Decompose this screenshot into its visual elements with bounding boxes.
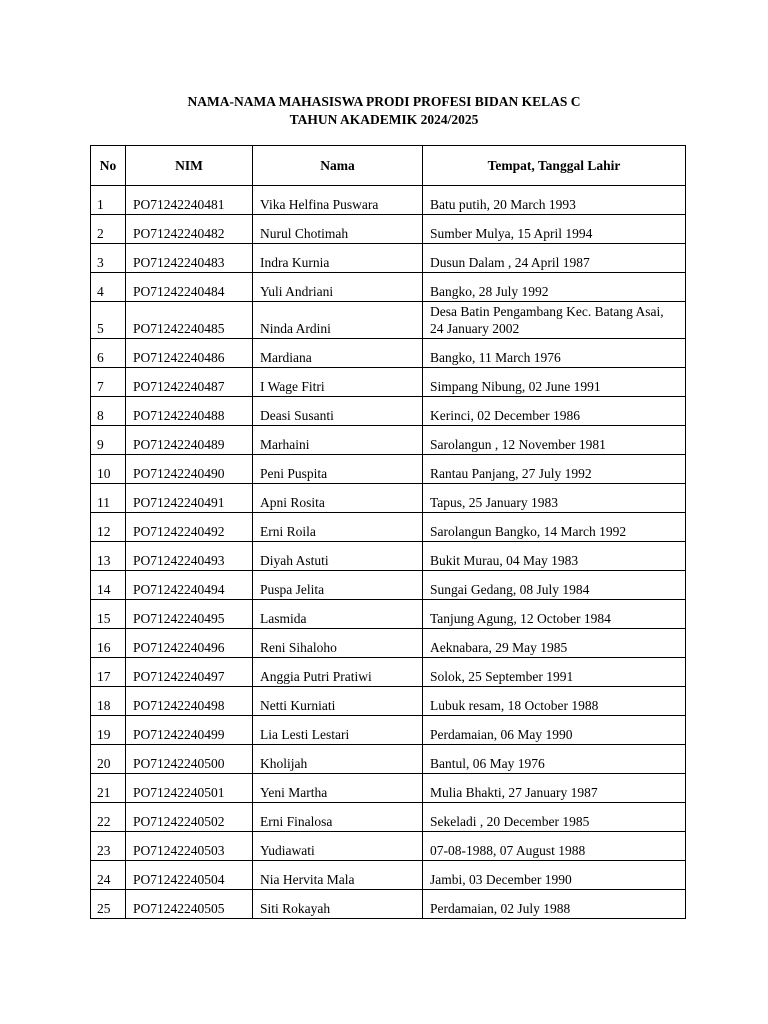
cell-nim: PO71242240504 [126,861,253,890]
cell-nim: PO71242240494 [126,571,253,600]
header-no: No [91,146,126,186]
cell-nama: I Wage Fitri [253,368,423,397]
cell-no: 19 [91,716,126,745]
table-row [91,397,686,426]
cell-tempat-tanggal-lahir: Dusun Dalam , 24 April 1987 [423,244,686,273]
cell-no: 13 [91,542,126,571]
cell-no: 5 [91,302,126,339]
table-row [91,745,686,774]
cell-nim: PO71242240481 [126,186,253,215]
cell-nim: PO71242240492 [126,513,253,542]
cell-tempat-tanggal-lahir: Solok, 25 September 1991 [423,658,686,687]
table-row [91,658,686,687]
cell-tempat-tanggal-lahir: Jambi, 03 December 1990 [423,861,686,890]
cell-no: 12 [91,513,126,542]
cell-nim: PO71242240485 [126,302,253,339]
cell-nama: Yuli Andriani [253,273,423,302]
cell-nim: PO71242240490 [126,455,253,484]
cell-nim: PO71242240487 [126,368,253,397]
cell-nim: PO71242240505 [126,890,253,919]
cell-no: 22 [91,803,126,832]
cell-nama: Lasmida [253,600,423,629]
cell-nama: Erni Roila [253,513,423,542]
cell-nama: Deasi Susanti [253,397,423,426]
cell-no: 9 [91,426,126,455]
cell-nim: PO71242240496 [126,629,253,658]
cell-no: 10 [91,455,126,484]
table-row [91,513,686,542]
cell-nama: Vika Helfina Puswara [253,186,423,215]
cell-nim: PO71242240501 [126,774,253,803]
title-line-1: NAMA-NAMA MAHASISWA PRODI PROFESI BIDAN KELAS C [187,94,581,109]
table-row [91,774,686,803]
cell-nim: PO71242240497 [126,658,253,687]
cell-nim: PO71242240484 [126,273,253,302]
document-title [0,93,768,129]
cell-nama: Mardiana [253,339,423,368]
cell-tempat-tanggal-lahir: Kerinci, 02 December 1986 [423,397,686,426]
cell-nama: Anggia Putri Pratiwi [253,658,423,687]
table-header-row [91,146,686,186]
cell-tempat-tanggal-lahir: Sarolangun , 12 November 1981 [423,426,686,455]
cell-no: 1 [91,186,126,215]
table-row [91,215,686,244]
cell-tempat-tanggal-lahir: Bukit Murau, 04 May 1983 [423,542,686,571]
cell-no: 15 [91,600,126,629]
cell-no: 8 [91,397,126,426]
cell-tempat-tanggal-lahir: Rantau Panjang, 27 July 1992 [423,455,686,484]
cell-nama: Marhaini [253,426,423,455]
cell-nama: Siti Rokayah [253,890,423,919]
cell-tempat-tanggal-lahir: Tapus, 25 January 1983 [423,484,686,513]
cell-tempat-tanggal-lahir: Tanjung Agung, 12 October 1984 [423,600,686,629]
table-row [91,803,686,832]
cell-no: 3 [91,244,126,273]
table-row [91,302,686,339]
student-table [90,145,686,919]
cell-tempat-tanggal-lahir: Aeknabara, 29 May 1985 [423,629,686,658]
cell-nama: Erni Finalosa [253,803,423,832]
cell-tempat-tanggal-lahir: Mulia Bhakti, 27 January 1987 [423,774,686,803]
table-row [91,716,686,745]
cell-tempat-tanggal-lahir: Sarolangun Bangko, 14 March 1992 [423,513,686,542]
cell-no: 14 [91,571,126,600]
cell-no: 23 [91,832,126,861]
cell-nama: Puspa Jelita [253,571,423,600]
table-row [91,629,686,658]
cell-nim: PO71242240482 [126,215,253,244]
header-nim: NIM [126,146,253,186]
cell-nim: PO71242240493 [126,542,253,571]
cell-no: 4 [91,273,126,302]
cell-tempat-tanggal-lahir: Desa Batin Pengambang Kec. Batang Asai, 24 January 2002 [423,302,686,339]
cell-no: 17 [91,658,126,687]
cell-tempat-tanggal-lahir: Bangko, 28 July 1992 [423,273,686,302]
cell-tempat-tanggal-lahir: Sungai Gedang, 08 July 1984 [423,571,686,600]
cell-nim: PO71242240489 [126,426,253,455]
table-row [91,339,686,368]
table-row [91,484,686,513]
table-row [91,368,686,397]
cell-nama: Yeni Martha [253,774,423,803]
cell-tempat-tanggal-lahir: Batu putih, 20 March 1993 [423,186,686,215]
cell-nim: PO71242240498 [126,687,253,716]
cell-tempat-tanggal-lahir: Sumber Mulya, 15 April 1994 [423,215,686,244]
table-row [91,861,686,890]
cell-nim: PO71242240500 [126,745,253,774]
cell-tempat-tanggal-lahir: Perdamaian, 02 July 1988 [423,890,686,919]
title-line-2: TAHUN AKADEMIK 2024/2025 [289,112,479,127]
cell-no: 16 [91,629,126,658]
table-row [91,832,686,861]
cell-tempat-tanggal-lahir: Simpang Nibung, 02 June 1991 [423,368,686,397]
cell-no: 24 [91,861,126,890]
table-row [91,426,686,455]
cell-nama: Nurul Chotimah [253,215,423,244]
table-row [91,600,686,629]
table-row [91,687,686,716]
cell-tempat-tanggal-lahir: Sekeladi , 20 December 1985 [423,803,686,832]
table-row [91,542,686,571]
cell-nama: Kholijah [253,745,423,774]
cell-no: 6 [91,339,126,368]
cell-nama: Lia Lesti Lestari [253,716,423,745]
cell-nim: PO71242240486 [126,339,253,368]
cell-tempat-tanggal-lahir: Lubuk resam, 18 October 1988 [423,687,686,716]
cell-nama: Reni Sihaloho [253,629,423,658]
cell-nim: PO71242240503 [126,832,253,861]
cell-no: 20 [91,745,126,774]
table-row [91,455,686,484]
cell-nim: PO71242240488 [126,397,253,426]
cell-nama: Diyah Astuti [253,542,423,571]
table-body [91,186,686,919]
table-row [91,571,686,600]
cell-nama: Indra Kurnia [253,244,423,273]
cell-tempat-tanggal-lahir: Bantul, 06 May 1976 [423,745,686,774]
cell-no: 11 [91,484,126,513]
cell-tempat-tanggal-lahir: Perdamaian, 06 May 1990 [423,716,686,745]
cell-no: 7 [91,368,126,397]
cell-no: 2 [91,215,126,244]
header-tempat-tanggal-lahir: Tempat, Tanggal Lahir [423,146,686,186]
table-row [91,273,686,302]
cell-tempat-tanggal-lahir: Bangko, 11 March 1976 [423,339,686,368]
cell-tempat-tanggal-lahir: 07-08-1988, 07 August 1988 [423,832,686,861]
table-row [91,186,686,215]
cell-no: 25 [91,890,126,919]
cell-nama: Yudiawati [253,832,423,861]
cell-nim: PO71242240502 [126,803,253,832]
cell-nim: PO71242240491 [126,484,253,513]
cell-nama: Apni Rosita [253,484,423,513]
table-row [91,890,686,919]
cell-nim: PO71242240483 [126,244,253,273]
cell-no: 18 [91,687,126,716]
cell-nim: PO71242240499 [126,716,253,745]
cell-no: 21 [91,774,126,803]
cell-nama: Netti Kurniati [253,687,423,716]
cell-nama: Ninda Ardini [253,302,423,339]
table-row [91,244,686,273]
cell-nama: Nia Hervita Mala [253,861,423,890]
header-nama: Nama [253,146,423,186]
cell-nim: PO71242240495 [126,600,253,629]
cell-nama: Peni Puspita [253,455,423,484]
